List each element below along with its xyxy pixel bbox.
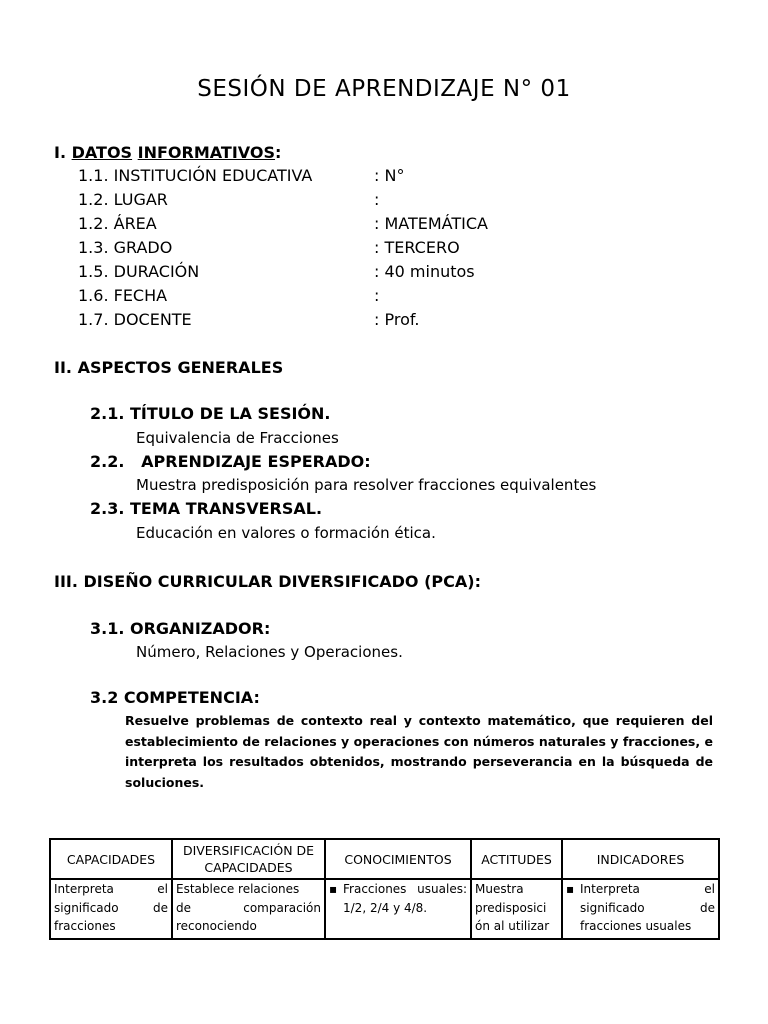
cell-line: ón al utilizar: [475, 919, 550, 933]
section-3-heading: III. DISEÑO CURRICULAR DIVERSIFICADO (PCA):: [54, 572, 481, 591]
page-title: SESIÓN DE APRENDIZAJE N° 01: [197, 76, 571, 102]
info-value: : MATEMÁTICA: [374, 214, 488, 233]
table-cell: [471, 879, 562, 939]
table-cell: [325, 879, 471, 939]
table-cell: [172, 879, 325, 939]
table-header-row: [50, 839, 719, 879]
section-2-title: ASPECTOS GENERALES: [77, 358, 284, 377]
column-header: ACTITUDES: [471, 839, 562, 879]
subsection-heading: 2.1. TÍTULO DE LA SESIÓN.: [90, 404, 331, 423]
table-row: [50, 879, 719, 939]
info-value: : TERCERO: [374, 238, 460, 257]
section-1-heading: I. DATOS INFORMATIVOS:: [54, 143, 282, 162]
info-value: : 40 minutos: [374, 262, 475, 281]
competence-paragraph: Resuelve problemas de contexto real y contexto matemático, que requieren del establecimiento de relaciones y operaciones con números naturales y fracciones, e interpreta los resultados obtenidos, mostrando perseverancia en la búsqueda de soluciones.: [125, 713, 713, 790]
bullet-icon: ▪: [566, 882, 575, 896]
column-header: CONOCIMIENTOS: [325, 839, 471, 879]
cell-line: de comparación: [176, 900, 321, 915]
info-value: :: [374, 190, 380, 209]
section-3-number: III: [54, 572, 72, 591]
subsection-text: Muestra predisposición para resolver fracciones equivalentes: [136, 476, 597, 494]
cell-line: Establece relaciones: [176, 882, 300, 896]
info-label: 1.2. LUGAR: [78, 190, 168, 209]
section-3-title: DISEÑO CURRICULAR DIVERSIFICADO (PCA):: [83, 572, 481, 591]
subsection-heading: 2.3. TEMA TRANSVERSAL.: [90, 499, 323, 518]
section-2-number: II: [54, 358, 66, 377]
table-cell: [50, 879, 172, 939]
cell-line: Muestra: [475, 882, 524, 896]
info-label: 1.2. ÁREA: [78, 214, 157, 233]
column-header: CAPACIDADES: [50, 839, 172, 879]
section-1-word2: INFORMATIVOS: [137, 143, 276, 162]
section-1-word1: DATOS: [71, 143, 133, 162]
subsection-heading: 2.2. APRENDIZAJE ESPERADO:: [90, 452, 371, 471]
info-label: 1.7. DOCENTE: [78, 310, 192, 329]
subsection-heading: 3.2 COMPETENCIA:: [90, 688, 260, 707]
cell-text: Interpreta el significado de fracciones usuales: [580, 882, 715, 933]
cell-line: fracciones: [54, 919, 116, 933]
subsection-text: Educación en valores o formación ética.: [136, 524, 436, 542]
cell-line: significado de: [54, 900, 168, 915]
info-value: : Prof.: [374, 310, 420, 329]
info-value: :: [374, 286, 380, 305]
curriculum-table: [49, 838, 720, 940]
subsection-text: Equivalencia de Fracciones: [136, 429, 339, 447]
cell-text: Fracciones usuales: 1/2, 2/4 y 4/8.: [343, 882, 467, 915]
table-cell: [562, 879, 719, 939]
column-header: INDICADORES: [562, 839, 719, 879]
cell-line: Interpreta el: [54, 882, 168, 896]
info-label: 1.3. GRADO: [78, 238, 173, 257]
info-value: : N°: [374, 166, 405, 185]
cell-line: predisposici: [475, 900, 547, 915]
bullet-icon: ▪: [329, 882, 338, 896]
column-header: DIVERSIFICACIÓN DE CAPACIDADES: [172, 839, 325, 879]
section-1-number: I: [54, 143, 60, 162]
subsection-heading: 3.1. ORGANIZADOR:: [90, 619, 271, 638]
cell-line: reconociendo: [176, 919, 257, 933]
section-2-heading: II. ASPECTOS GENERALES: [54, 358, 284, 377]
subsection-text: Número, Relaciones y Operaciones.: [136, 643, 403, 661]
info-label: 1.6. FECHA: [78, 286, 168, 305]
info-label: 1.1. INSTITUCIÓN EDUCATIVA: [78, 166, 313, 185]
info-label: 1.5. DURACIÓN: [78, 262, 200, 281]
